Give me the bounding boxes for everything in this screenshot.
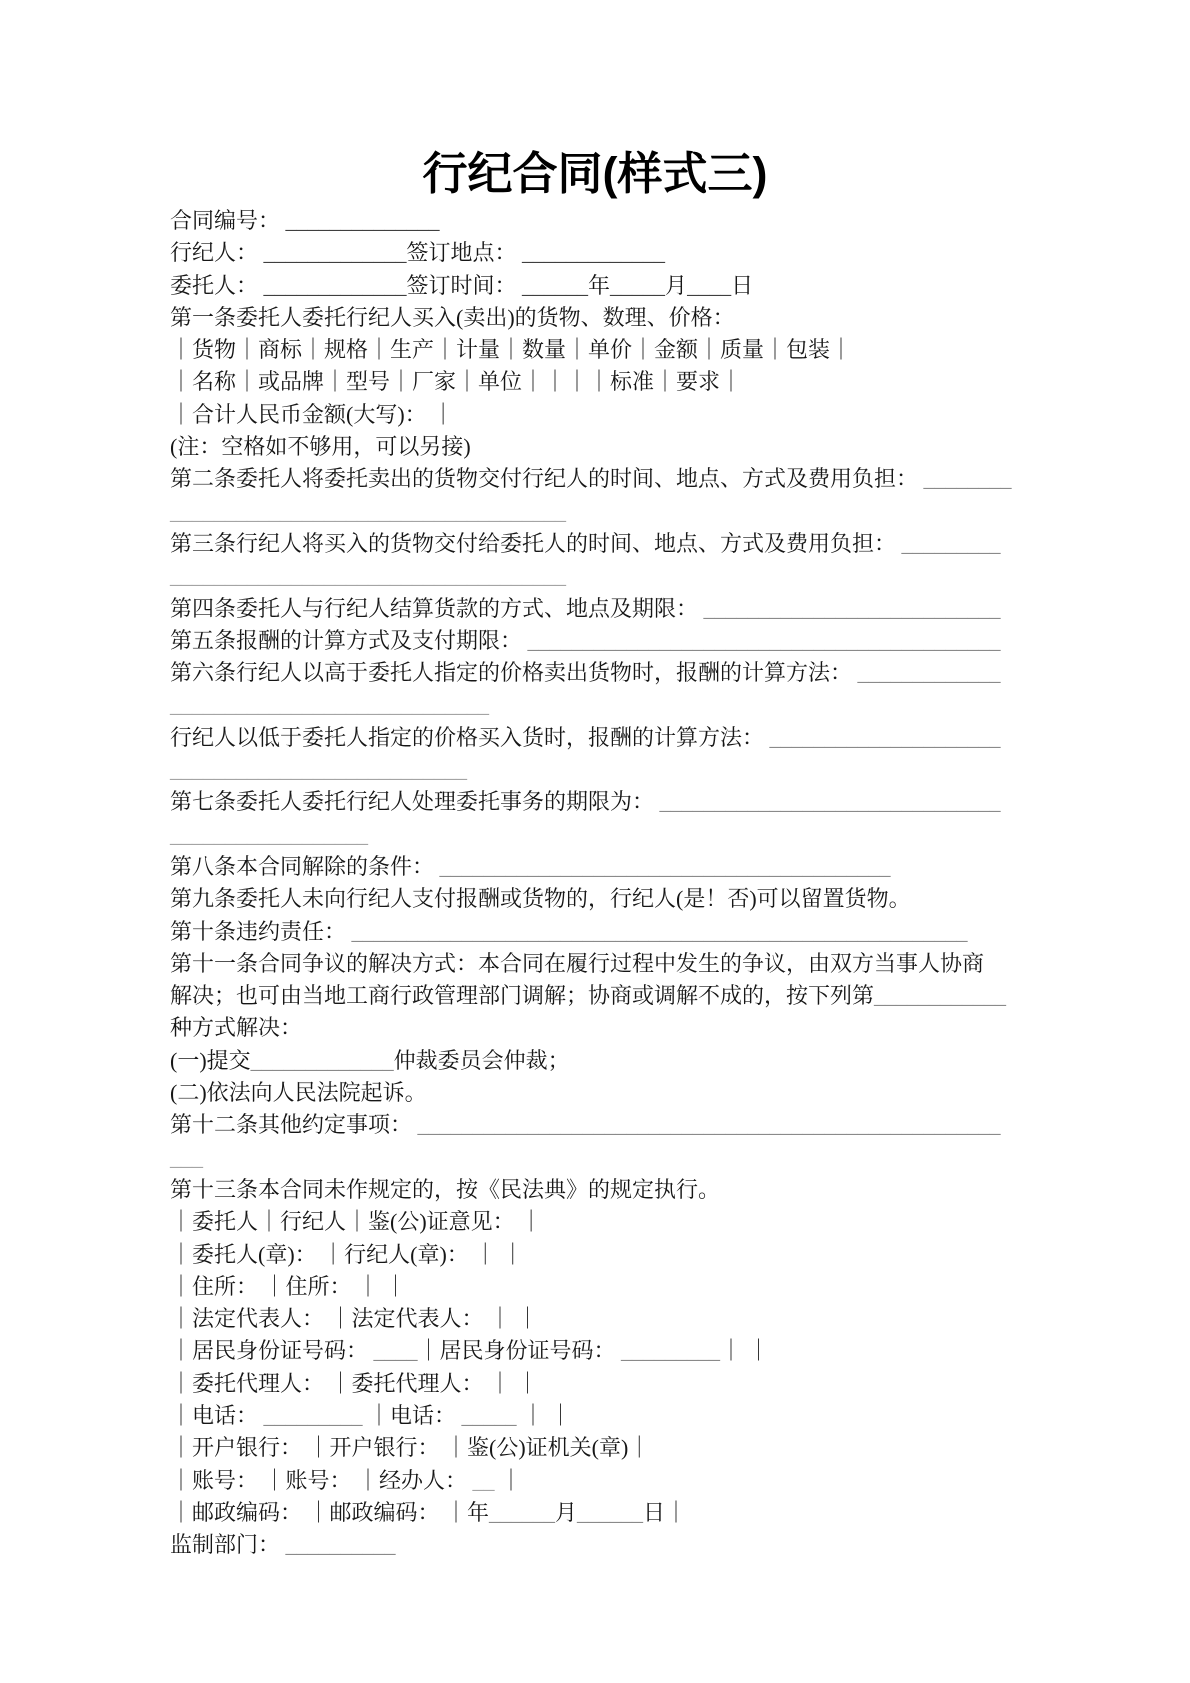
clause-8 [170,851,1020,883]
text-segment: 种方式解决： [170,1015,303,1041]
clause-3-continuation [170,560,1020,592]
blank-underline: _________________________________________ [439,853,891,879]
document-body [170,205,1020,1561]
text-segment: ｜名称｜或品牌｜型号｜厂家｜单位｜｜｜｜标准｜要求｜ [170,369,743,395]
text-segment: ｜委托代理人： ｜委托代理人： ｜ ｜ [170,1370,539,1396]
note-line [170,431,1020,463]
clause-2 [170,463,1020,495]
clause-7-continuation [170,819,1020,851]
clause-4 [170,593,1020,625]
blank-underline: ________________________________________________________ [351,918,968,944]
blank-underline: _____________________ [769,724,1001,750]
broker-signing-place-line [170,237,1020,269]
text-segment: ｜ ｜ [720,1338,770,1364]
supervising-department-line [170,1529,1020,1561]
blank-underline: ______ [577,1499,644,1525]
text-segment: 第十二条其他约定事项： [170,1112,418,1138]
blank-underline: _____________________________ [170,692,489,718]
blank-underline: _____ [610,272,666,298]
signature-phone-row [170,1400,1020,1432]
blank-underline: ______ [489,1499,556,1525]
text-segment: 第十条违约责任： [170,918,352,944]
clause-1 [170,302,1020,334]
text-segment: 月 [665,272,688,298]
blank-underline: ______ [522,272,589,298]
text-segment: ｜居民身份证号码： [170,1338,374,1364]
clause-5 [170,625,1020,657]
text-segment: 第十三条本合同未作规定的，按《民法典》的规定执行。 [170,1176,721,1202]
text-segment: ｜电话： [362,1402,462,1428]
clause-2-continuation [170,496,1020,528]
clause-11-line-3 [170,1012,1020,1044]
clause-12-continuation [170,1142,1020,1174]
goods-table-header-row-1 [170,334,1020,366]
text-segment: 第二条委托人将委托卖出的货物交付行纪人的时间、地点、方式及费用负担： [170,466,924,492]
blank-underline: ________ [923,466,1012,492]
blank-underline: __________ [285,1532,396,1558]
signature-table-header-row [170,1206,1020,1238]
signature-bank-row [170,1432,1020,1464]
text-segment: (注：空格如不够用，可以另接) [170,434,471,460]
clause-9 [170,883,1020,915]
document-title: 行纪合同(样式三) [422,148,768,199]
text-segment: 监制部门： [170,1532,286,1558]
signature-postcode-date-row [170,1497,1020,1529]
blank-underline: _________ [263,1402,363,1428]
clause-11-option-1 [170,1045,1020,1077]
text-segment: 第一条委托人委托行纪人买入(卖出)的货物、数理、价格： [170,304,735,330]
text-segment: 行纪人以低于委托人指定的价格买入货时，报酬的计算方法： [170,724,770,750]
blank-underline: _____________ [857,660,1001,686]
text-segment: 日｜ [643,1499,688,1525]
blank-underline: ____ [373,1338,418,1364]
text-segment: 月 [555,1499,578,1525]
blank-underline: _______________________________ [659,789,1001,815]
text-segment: 第三条行纪人将买入的货物交付给委托人的时间、地点、方式及费用负担： [170,530,902,556]
text-segment: 第七条委托人委托行纪人处理委托事务的期限为： [170,789,660,815]
text-segment: 第六条行纪人以高于委托人指定的价格卖出货物时，报酬的计算方法： [170,660,858,686]
clause-6-buy-continuation [170,754,1020,786]
goods-table-header-row-2 [170,366,1020,398]
clause-11-line-2 [170,980,1020,1012]
blank-underline: ___ [170,1144,203,1170]
text-segment: ｜ [494,1467,523,1493]
signature-legal-representative-row [170,1303,1020,1335]
text-segment: 第五条报酬的计算方式及支付期限： [170,627,528,653]
text-segment: ｜委托人｜行纪人｜鉴(公)证意见： ｜ [170,1209,543,1235]
text-segment: 委托人： [170,272,264,298]
text-segment: ｜开户银行： ｜开户银行： ｜鉴(公)证机关(章)｜ [170,1435,651,1461]
text-segment: 第四条委托人与行纪人结算货款的方式、地点及期限： [170,595,704,621]
goods-table-total-row [170,399,1020,431]
blank-underline: _____________________________________________________ [417,1112,1001,1138]
blank-underline: _____________ [263,240,407,266]
clause-13 [170,1174,1020,1206]
clause-10 [170,916,1020,948]
blank-underline: ____________________________________ [170,563,566,589]
text-segment: 年 [588,272,611,298]
text-segment: 第八条本合同解除的条件： [170,853,440,879]
blank-underline: _____________ [250,1047,394,1073]
clause-11-option-2 [170,1077,1020,1109]
clause-6 [170,657,1020,689]
blank-underline: ____ [687,272,732,298]
text-segment: 第九条委托人未向行纪人支付报酬或货物的，行纪人(是！否)可以留置货物。 [170,886,911,912]
clause-6-continuation [170,689,1020,721]
text-segment: (一)提交 [170,1047,251,1073]
blank-underline: __ [472,1467,495,1493]
signature-address-row [170,1271,1020,1303]
clause-7 [170,786,1020,818]
text-segment: ｜邮政编码： ｜邮政编码： ｜年 [170,1499,490,1525]
text-segment: ｜合计人民币金额(大写)： ｜ [170,401,455,427]
signature-seal-row [170,1239,1020,1271]
text-segment: ｜账号： ｜账号： ｜经办人： [170,1467,473,1493]
blank-underline: ___________________________ [703,595,1001,621]
clause-11-line-1 [170,948,1020,980]
text-segment: 仲裁委员会仲裁； [393,1047,570,1073]
text-segment: 签订时间： [406,272,523,298]
blank-underline: ____________________________________ [170,498,566,524]
text-segment: ｜委托人(章)： ｜行纪人(章)： ｜ ｜ [170,1241,524,1267]
text-segment: ｜居民身份证号码： [417,1338,622,1364]
signature-agent-row [170,1368,1020,1400]
text-segment: 第十一条合同争议的解决方式：本合同在履行过程中发生的争议，由双方当事人协商 [170,950,985,976]
text-segment: 解决；也可由当地工商行政管理部门调解；协商或调解不成的，按下列第 [170,983,875,1009]
signature-account-row [170,1465,1020,1497]
blank-underline: ____________ [874,983,1007,1009]
blank-underline: ___________________________________________ [527,627,1001,653]
text-segment: 签订地点： [406,240,523,266]
text-segment: ｜货物｜商标｜规格｜生产｜计量｜数量｜单价｜金额｜质量｜包装｜ [170,337,853,363]
document-content [170,142,1020,1561]
text-segment: 行纪人： [170,240,264,266]
blank-underline: _________ [621,1338,721,1364]
signature-id-number-row [170,1335,1020,1367]
text-segment: 日 [731,272,754,298]
blank-underline: _____________ [522,240,666,266]
clause-3 [170,528,1020,560]
blank-underline: _________ [901,530,1001,556]
blank-underline: ______________ [285,208,440,233]
text-segment: ｜电话： [170,1402,264,1428]
text-segment: ｜住所： ｜住所： ｜ ｜ [170,1273,407,1299]
clause-6-buy-line [170,722,1020,754]
contract-number-line [170,205,1020,237]
text-segment: ｜法定代表人： ｜法定代表人： ｜ ｜ [170,1306,539,1332]
blank-underline: _____________ [263,272,407,298]
text-segment: (二)依法向人民法院起诉。 [170,1080,427,1106]
principal-signing-time-line [170,270,1020,302]
blank-underline: ___________________________ [170,757,467,783]
clause-12 [170,1109,1020,1141]
text-segment: ｜ ｜ [516,1402,572,1428]
text-segment: 合同编号： [170,208,286,233]
blank-underline: __________________ [170,821,368,847]
blank-underline: _____ [461,1402,517,1428]
